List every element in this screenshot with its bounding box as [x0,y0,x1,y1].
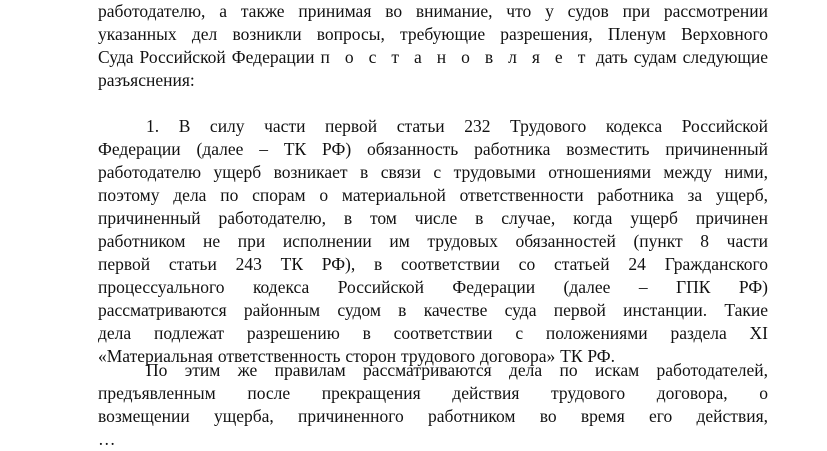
text-line: поэтому дела по спорам о материальной ответственности работника за ущерб, [98,185,768,205]
text-line: «Материальная ответственность сторон трудового договора» ТК РФ. [98,346,616,366]
text-line: разъяснения: [98,70,195,90]
text-line: работником не при исполнении им трудовых обязанностей (пункт 8 части [98,231,768,251]
text-line: По этим же правилам рассматриваются дела по искам работодателей, [146,360,768,380]
text-line: предъявленным после прекращения действия трудового договора, о [98,383,768,403]
text-line: работодателю ущерб возникает в связи с трудовыми отношениями между ними, [98,162,768,182]
paragraph-preamble [98,0,768,92]
text-line: первой статьи 243 ТК РФ), в соответствии со статьей 24 Гражданского [98,254,768,274]
text-line: причиненный работодателю, в том числе в случае, когда ущерб причинен [98,208,768,228]
text-line: работодателю, а также принимая во внимание, что у судов при рассмотрении [98,1,768,21]
text-line: Федерации (далее – ТК РФ) обязанность работника возместить причиненный [98,139,768,159]
text-line [98,46,768,69]
text-line-cut-off: … [98,429,116,449]
resolution-keyword: п о с т а н о в л я е т [320,47,590,67]
text-line: 1. В силу части первой статьи 232 Трудового кодекса Российской [146,116,768,136]
text-line: дела подлежат разрешению в соответствии с положениями раздела XI [98,323,768,343]
text-line: рассматриваются районным судом в качестве суда первой инстанции. Такие [98,300,768,320]
text-fragment: Суда Российской Федерации [98,47,315,67]
text-fragment: дать судам следующие [595,47,769,67]
text-line: возмещении ущерба, причиненного работником во время его действия, [98,406,768,426]
paragraph-item-1 [98,115,768,368]
text-line: указанных дел возникли вопросы, требующие разрешения, Пленум Верховного [98,24,768,44]
text-line: процессуального кодекса Российской Федерации (далее – ГПК РФ) [98,277,768,297]
paragraph-continuation [98,359,768,451]
